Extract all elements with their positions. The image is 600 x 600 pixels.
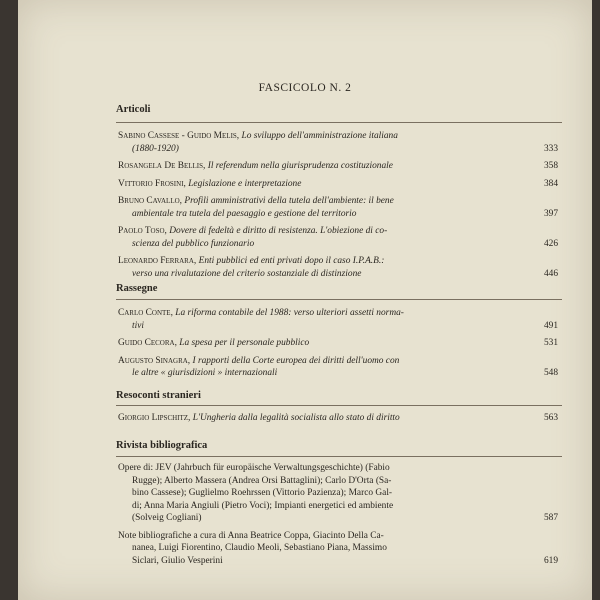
entry-author: Paolo Toso, xyxy=(118,226,167,236)
biblio-line: Note bibliografiche a cura di Anna Beatrice Coppa, Giacinto Della Ca- xyxy=(118,530,384,541)
entry-author: Leonardo Ferrara, xyxy=(118,256,197,266)
entry-author: Sabino Cassese - Guido Melis, xyxy=(118,131,240,141)
biblio-line: Siclari, Giulio Vesperini xyxy=(132,555,223,566)
section-resoconti xyxy=(118,390,558,411)
entry-page: 548 xyxy=(543,368,558,378)
section-title: Resoconti stranieri xyxy=(116,390,201,401)
toc-entry[interactable] xyxy=(118,412,558,425)
toc-entry[interactable] xyxy=(118,255,558,280)
entry-page: 619 xyxy=(543,555,558,566)
toc-entry[interactable] xyxy=(118,195,558,220)
section-title: Rivista bibliografica xyxy=(116,440,208,451)
entry-author: Bruno Cavallo, xyxy=(118,196,182,206)
biblio-line: di; Anna Maria Angiuli (Pietro Voci); Impianti energetici ed ambiente xyxy=(132,500,394,511)
entry-page: 531 xyxy=(543,338,558,348)
biblio-entry[interactable] xyxy=(118,530,558,568)
resoconti-list xyxy=(118,412,558,430)
biblio-entry[interactable] xyxy=(118,462,558,525)
toc-entry[interactable] xyxy=(118,355,558,380)
section-title: Articoli xyxy=(116,104,151,115)
entry-author: Guido Cecora, xyxy=(118,338,177,348)
rassegne-list xyxy=(118,307,558,385)
document-page xyxy=(18,0,592,600)
toc-entry[interactable] xyxy=(118,130,558,155)
toc-entry[interactable] xyxy=(118,307,558,332)
entry-title: L'Ungheria dalla legalità socialista allo stato di diritto xyxy=(192,413,400,423)
entry-title-cont: ambientale tra tutela del paesaggio e gestione del territorio xyxy=(132,208,357,219)
toc-entry[interactable] xyxy=(118,178,558,191)
section-bibliografica xyxy=(118,440,558,461)
entry-title: Dovere di fedeltà e diritto di resistenza. L'obiezione di co- xyxy=(169,226,388,236)
issue-heading: FASCICOLO N. 2 xyxy=(258,82,352,94)
entry-author: Rosangela De Bellis, xyxy=(118,161,206,171)
biblio-line: Rugge); Alberto Massera (Andrea Orsi Battaglini); Carlo D'Orta (Sa- xyxy=(132,475,392,486)
entry-title-cont: le altre « giurisdizioni » internazionali xyxy=(132,368,278,378)
entry-title: Legislazione e interpretazione xyxy=(188,178,302,189)
entry-author: Carlo Conte, xyxy=(118,308,173,318)
toc-entry[interactable] xyxy=(118,160,558,173)
entry-page: 446 xyxy=(543,268,558,279)
toc-entry[interactable] xyxy=(118,337,558,350)
articoli-list xyxy=(118,130,558,285)
entry-page: 563 xyxy=(543,413,558,423)
entry-page: 333 xyxy=(543,143,558,154)
biblio-line: (Solveig Cogliani) xyxy=(132,513,202,523)
entry-title: La spesa per il personale pubblico xyxy=(179,338,310,348)
entry-page: 587 xyxy=(543,513,558,523)
section-rule xyxy=(116,405,562,406)
entry-title: Il referendum nella giurisprudenza costituzionale xyxy=(207,161,393,171)
entry-author: Augusto Sinagra, xyxy=(118,355,191,366)
entry-title: Enti pubblici ed enti privati dopo il caso I.P.A.B.: xyxy=(198,256,385,266)
section-rule xyxy=(116,122,562,123)
entry-title-cont: tivi xyxy=(132,320,144,331)
entry-title: La riforma contabile del 1988: verso ulteriori assetti norma- xyxy=(175,308,404,318)
toc-entry[interactable] xyxy=(118,225,558,250)
entry-title: Profili amministrativi della tutela dell'ambiente: il bene xyxy=(184,196,394,206)
entry-title: Lo sviluppo dell'amministrazione italiana xyxy=(241,131,398,141)
entry-page: 426 xyxy=(543,238,558,249)
section-rassegne xyxy=(118,283,558,304)
biblio-line: bino Cassese); Guglielmo Roehrssen (Vittorio Pazienza); Marco Gal- xyxy=(132,488,393,498)
section-rule xyxy=(116,456,562,457)
entry-title-cont: verso una rivalutazione del criterio sostanziale di distinzione xyxy=(132,268,362,279)
section-title: Rassegne xyxy=(116,283,158,294)
entry-page: 491 xyxy=(543,320,558,331)
entry-author: Vittorio Frosini, xyxy=(118,178,186,189)
biblio-line: Opere di: JEV (Jahrbuch für europäische Verwaltungsgeschichte) (Fabio xyxy=(118,463,390,473)
entry-title-cont: scienza del pubblico funzionario xyxy=(132,238,255,249)
biblio-line: nanea, Luigi Fiorentino, Claudio Meoli, Sebastiano Piana, Massimo xyxy=(132,543,387,553)
entry-page: 358 xyxy=(543,161,558,171)
entry-page: 384 xyxy=(543,178,558,189)
entry-page: 397 xyxy=(543,208,558,219)
section-rule xyxy=(116,299,562,300)
entry-title: I rapporti della Corte europea dei diritti dell'uomo con xyxy=(192,355,400,366)
entry-author: Giorgio Lipschitz, xyxy=(118,413,191,423)
bibliografica-list xyxy=(118,462,558,572)
entry-title-cont: (1880-1920) xyxy=(132,143,179,154)
